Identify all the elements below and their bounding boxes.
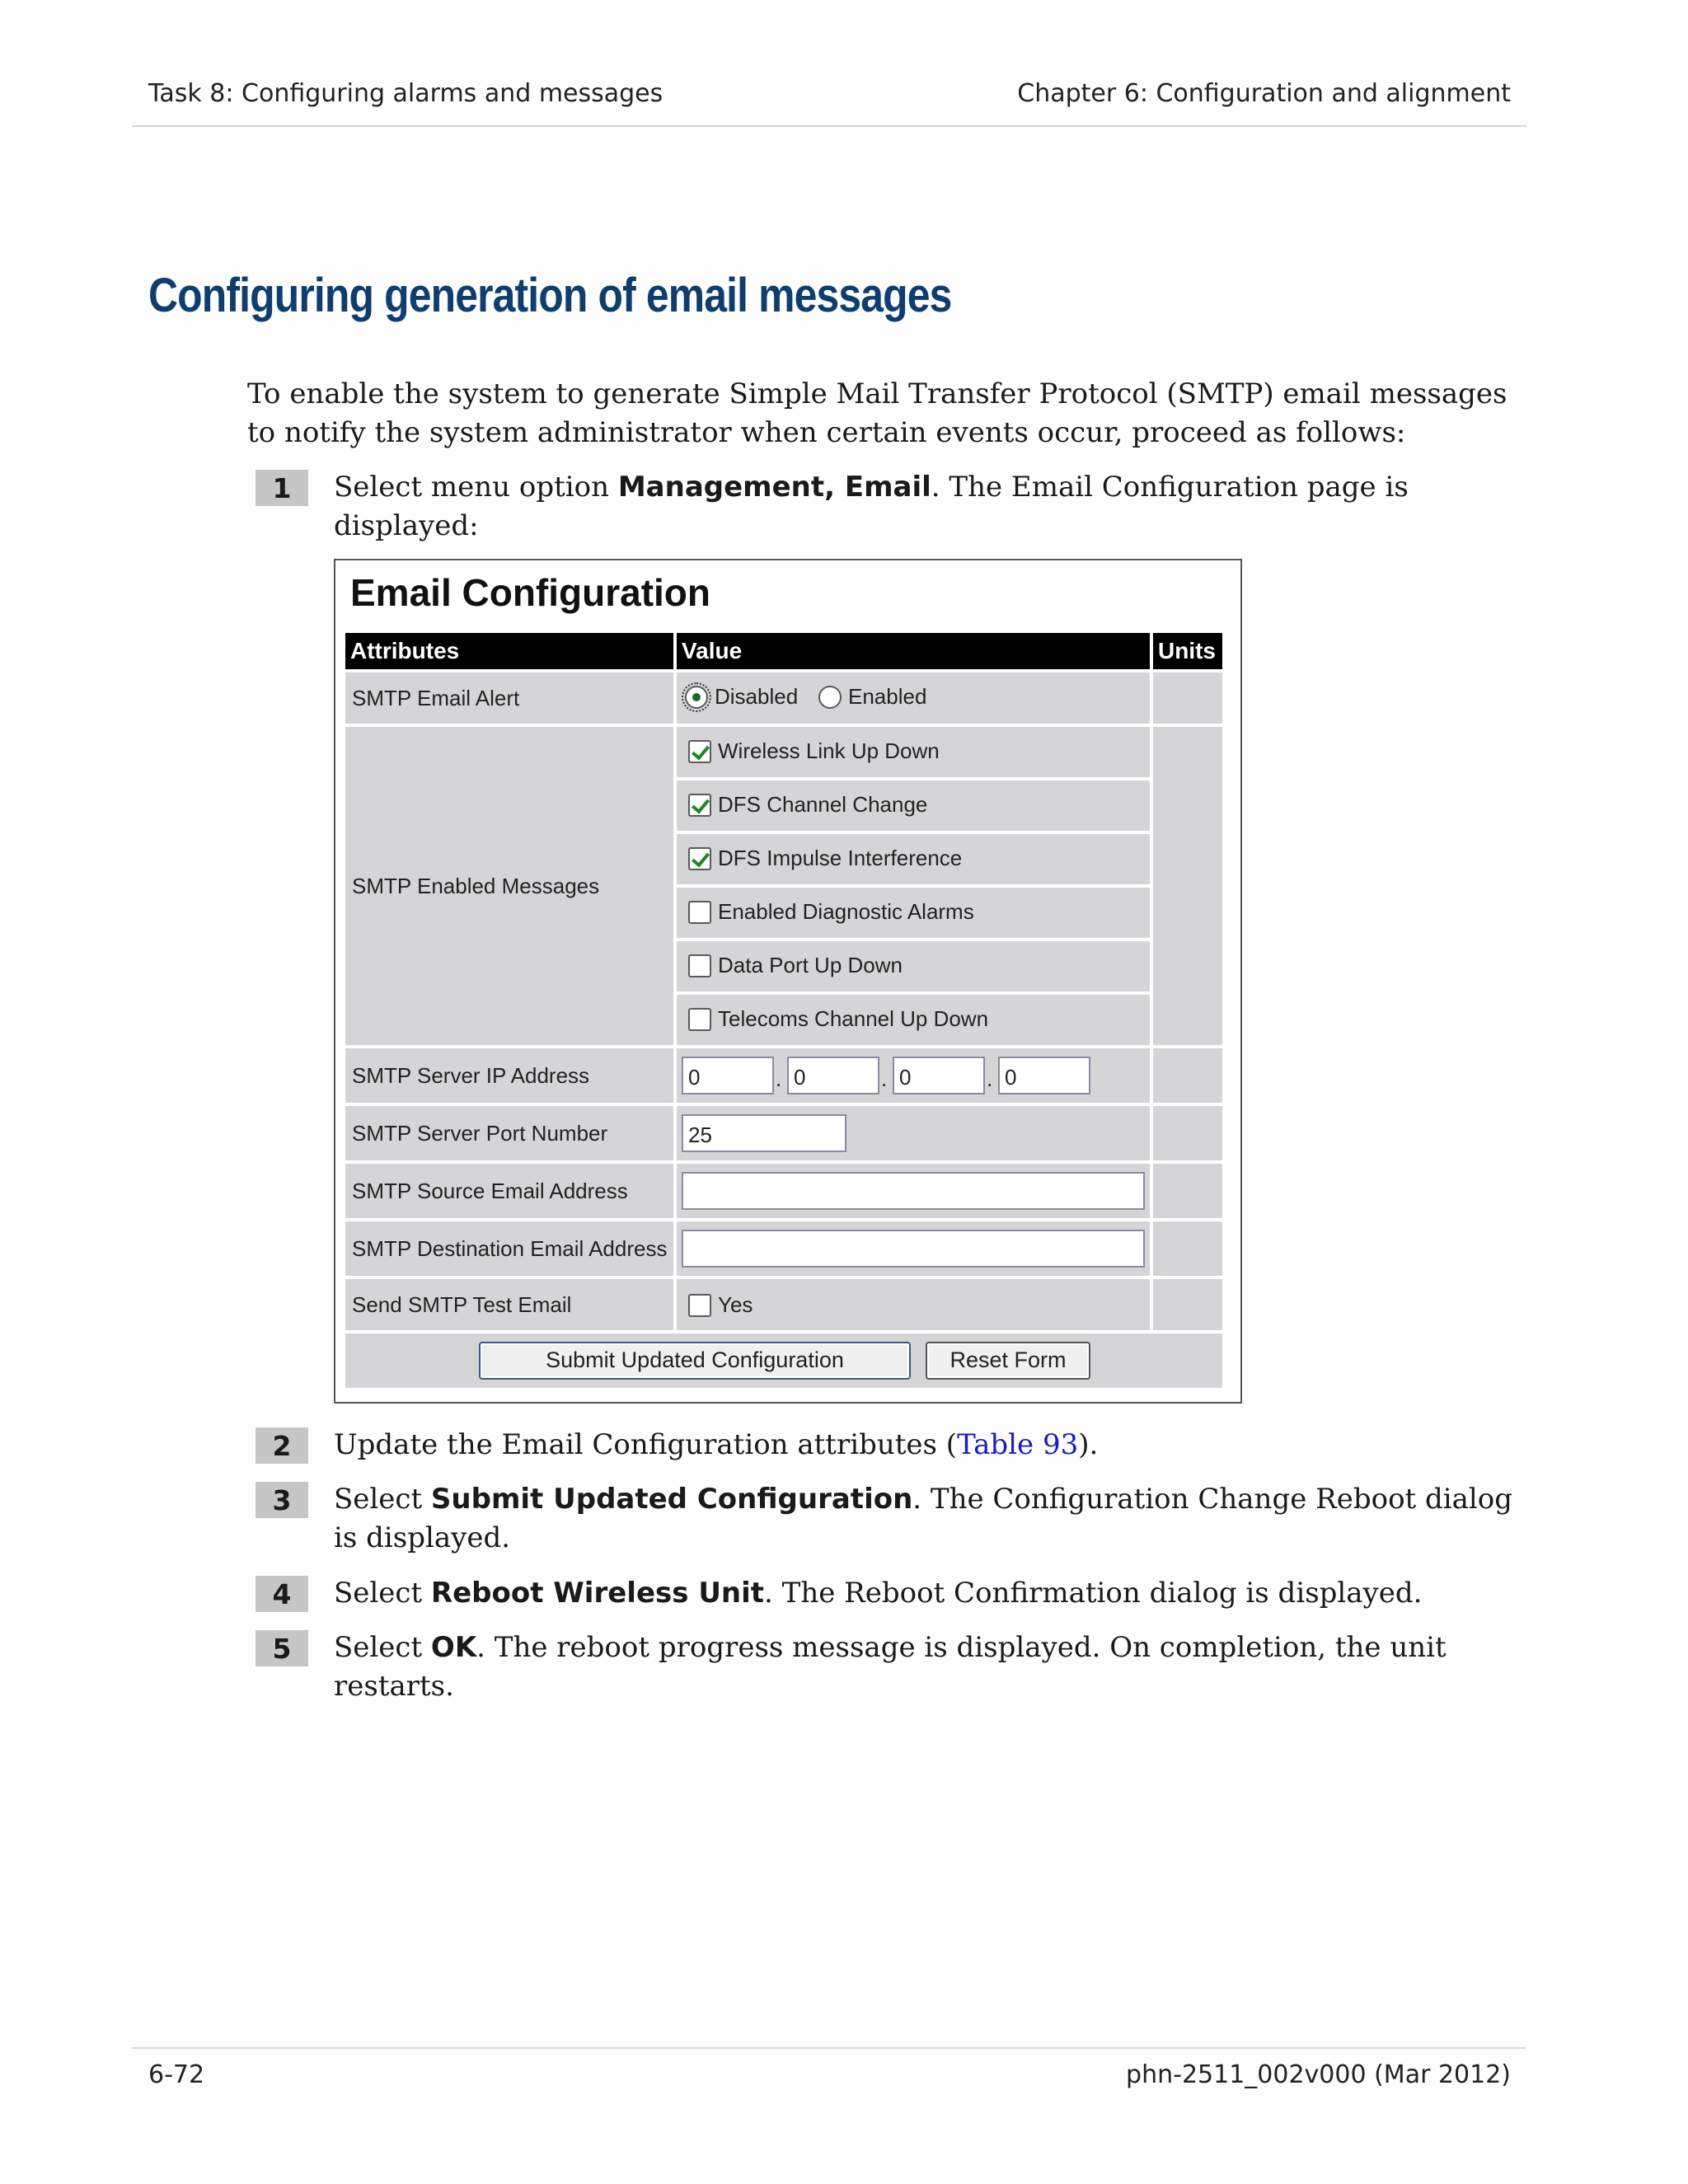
reset-form-button[interactable]: Reset Form [926,1342,1090,1380]
ip-octet-1-input[interactable]: 0 [682,1057,774,1094]
attr-smtp-server-port: SMTP Server Port Number [345,1106,673,1160]
radio-enabled[interactable] [818,686,842,709]
radio-enabled-option[interactable]: Enabled [818,684,926,710]
page-title: Email Configuration [350,571,710,614]
attr-smtp-enabled-messages: SMTP Enabled Messages [345,727,673,1045]
value-smtp-server-port [677,1106,1150,1160]
running-header-left: Task 8: Configuring alarms and messages [148,79,663,108]
column-header-value: Value [677,633,1150,669]
port-number-input[interactable]: 25 [682,1114,846,1152]
intro-paragraph: To enable the system to generate Simple Mail Transfer Protocol (SMTP) email messages to notify the system administrator when certain events occur, proceed as follows: [247,377,1507,449]
checkbox-dfs-channel-change[interactable] [688,794,711,817]
checkbox-send-test-email[interactable] [688,1294,711,1317]
step-text: Select menu option Management, Email. The Email Configuration page is displayed: [334,471,1409,542]
units-cell [1153,1221,1222,1276]
checkbox-data-port-up-down[interactable] [688,954,711,977]
value-smtp-source-email [677,1164,1150,1218]
units-cell [1153,673,1222,724]
value-send-smtp-test-email: Yes [677,1279,1150,1330]
section-title: Configuring generation of email messages [148,269,952,322]
checkbox-dfs-impulse-interference[interactable] [688,847,711,870]
attr-smtp-server-ip: SMTP Server IP Address [345,1048,673,1103]
menu-option: Management, Email [617,471,931,504]
ip-octet-4-input[interactable]: 0 [998,1057,1090,1094]
radio-disabled[interactable] [685,686,708,709]
step-text: Select Reboot Wireless Unit. The Reboot Confirmation dialog is displayed. [334,1577,1423,1610]
footer-rule [132,2047,1526,2049]
page-number: 6-72 [148,2060,205,2089]
button-row [345,1333,1222,1388]
submit-updated-configuration-button[interactable]: Submit Updated Configuration [479,1342,911,1380]
step-number: 4 [256,1576,308,1612]
attr-send-smtp-test-email: Send SMTP Test Email [345,1279,673,1330]
message-row: Enabled Diagnostic Alarms [677,888,1150,938]
units-cell [1153,1048,1222,1103]
checkbox-wireless-link-up-down[interactable] [688,740,711,763]
message-row: DFS Channel Change [677,780,1150,831]
document-id: phn-2511_002v000 (Mar 2012) [1126,2060,1511,2089]
column-header-units: Units [1153,633,1222,669]
attr-smtp-destination-email: SMTP Destination Email Address [345,1221,673,1276]
step-number: 1 [256,470,308,506]
radio-disabled-option[interactable]: Disabled [685,684,798,710]
message-row: Telecoms Channel Up Down [677,995,1150,1045]
step-text: Select Submit Updated Configuration. The Configuration Change Reboot dialog is displayed. [334,1483,1513,1554]
units-cell [1153,1279,1222,1330]
ip-octet-2-input[interactable]: 0 [787,1057,879,1094]
step-text: Select OK. The reboot progress message is displayed. On completion, the unit restarts. [334,1631,1447,1703]
value-smtp-server-ip: 0 . 0 . 0 . 0 [677,1048,1150,1103]
step-number: 5 [256,1630,308,1666]
table-link[interactable]: Table 93 [957,1428,1079,1461]
checkbox-enabled-diagnostic-alarms[interactable] [688,901,711,924]
units-cell [1153,1164,1222,1218]
message-row: Wireless Link Up Down [677,727,1150,777]
source-email-input[interactable] [682,1172,1145,1210]
checkbox-telecoms-channel-up-down[interactable] [688,1008,711,1031]
header-rule [132,125,1526,127]
ip-octet-3-input[interactable]: 0 [893,1057,985,1094]
step-number: 2 [256,1427,308,1464]
attr-smtp-source-email: SMTP Source Email Address [345,1164,673,1218]
value-smtp-email-alert [677,673,1150,724]
message-row: DFS Impulse Interference [677,834,1150,884]
message-row: Data Port Up Down [677,941,1150,991]
step-text: Update the Email Configuration attributes (Table 93). [334,1428,1099,1461]
step-number: 3 [256,1482,308,1518]
units-cell [1153,1106,1222,1160]
attr-smtp-email-alert: SMTP Email Alert [345,673,673,724]
units-cell [1153,727,1222,1045]
email-configuration-screenshot [334,559,1242,1404]
column-header-attributes: Attributes [345,633,673,669]
value-smtp-destination-email [677,1221,1150,1276]
running-header-right: Chapter 6: Configuration and alignment [1017,79,1511,108]
destination-email-input[interactable] [682,1230,1145,1268]
